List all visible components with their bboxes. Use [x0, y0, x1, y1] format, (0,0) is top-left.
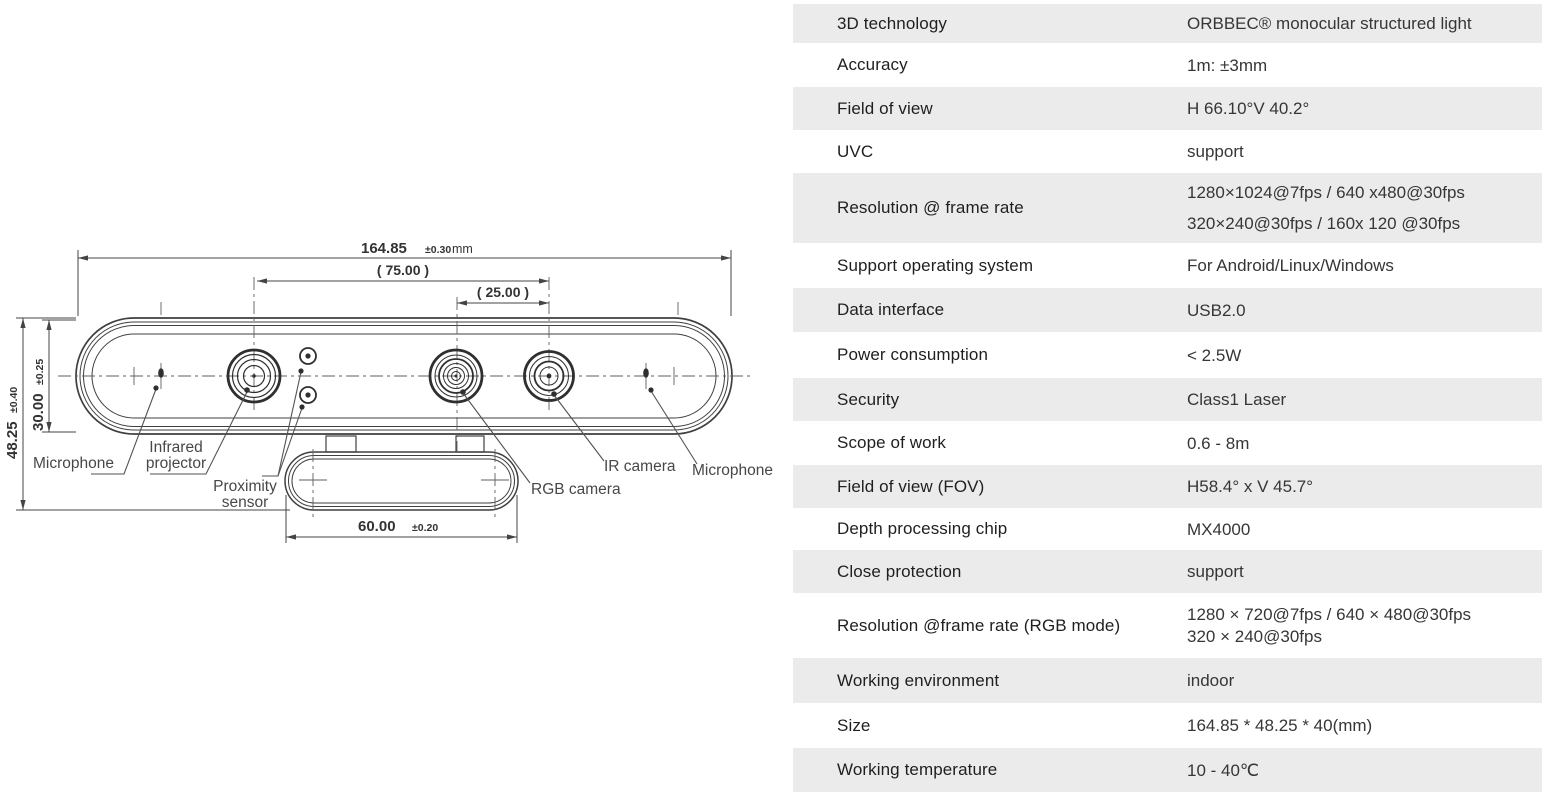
spec-label: Working temperature	[837, 760, 998, 779]
spec-value: < 2.5W	[1187, 345, 1242, 365]
label-infrared-projector-line2: projector	[145, 455, 207, 472]
label-infrared-projector-line1: Infrared	[149, 439, 203, 456]
spec-row	[793, 87, 1542, 130]
dim-overall-width: 164.85	[361, 240, 407, 257]
spec-value: 1280×1024@7fps / 640 x480@30fps 320×240@30fps / 160x 120 @30fps	[1187, 183, 1465, 233]
spec-label: Resolution @ frame rate	[837, 198, 1024, 217]
spec-row	[793, 4, 1542, 43]
spec-label: Scope of work	[837, 433, 947, 452]
spec-value: indoor	[1187, 671, 1235, 690]
spec-row	[793, 288, 1542, 332]
spec-label: Data interface	[837, 300, 945, 319]
dim-body-height	[30, 359, 47, 431]
spec-label: UVC	[837, 141, 874, 161]
spec-label: Working environment	[837, 670, 1000, 690]
spec-value: 0.6 - 8m	[1187, 433, 1250, 453]
spec-label: Close protection	[837, 561, 962, 581]
spec-row	[793, 43, 1542, 87]
label-ir-camera: IR camera	[604, 458, 676, 475]
spec-row	[793, 378, 1542, 421]
label-proximity-sensor-line1: Proximity	[213, 478, 277, 495]
spec-label: Security	[837, 389, 900, 409]
spec-row	[793, 550, 1542, 593]
spec-label: Size	[837, 715, 871, 735]
spec-value: H58.4° x V 45.7°	[1187, 477, 1314, 496]
spec-value: USB2.0	[1187, 300, 1246, 320]
spec-value: For Android/Linux/Windows	[1187, 256, 1394, 275]
label-rgb-camera: RGB camera	[531, 481, 621, 498]
label-microphone-left: Microphone	[33, 455, 114, 472]
dim-bracket-width: 60.00	[358, 518, 396, 535]
microphone-left-hole	[158, 368, 164, 378]
spec-value: support	[1187, 142, 1244, 161]
spec-label: Support operating system	[837, 255, 1034, 275]
label-proximity-sensor-line2: sensor	[221, 494, 269, 511]
bracket-tab-left	[326, 436, 356, 452]
dimension-arrowheads	[20, 255, 731, 539]
spec-value: 164.85 * 48.25 * 40(mm)	[1187, 716, 1373, 735]
spec-label: 3D technology	[837, 13, 947, 33]
spec-row	[793, 703, 1542, 748]
dimension-lines	[16, 250, 731, 543]
spec-row	[793, 332, 1542, 378]
spec-row	[793, 748, 1542, 792]
label-microphone-right: Microphone	[692, 462, 773, 479]
spec-row	[793, 465, 1542, 508]
device-body	[76, 318, 732, 510]
center-lines	[58, 277, 750, 517]
dim-span-75: ( 75.00 )	[376, 262, 430, 278]
svg-text:±0.40: ±0.40	[8, 386, 20, 413]
spec-label: Resolution @frame rate (RGB mode)	[837, 615, 1121, 635]
proximity-sensor-windows	[300, 348, 316, 403]
spec-row	[793, 243, 1542, 288]
spec-value: support	[1187, 562, 1244, 581]
spec-row	[793, 658, 1542, 703]
dim-bracket-width-tol: ±0.20	[412, 522, 439, 534]
spec-value: Class1 Laser	[1187, 390, 1287, 409]
svg-text:±0.25: ±0.25	[34, 358, 46, 385]
spec-value: ORBBEC® monocular structured light	[1187, 14, 1472, 33]
microphone-right-hole	[643, 368, 649, 378]
spec-row	[793, 508, 1542, 550]
spec-label: Power consumption	[837, 345, 988, 364]
dim-overall-width-unit: mm	[452, 242, 473, 256]
dim-total-height	[4, 387, 21, 459]
spec-value: H 66.10°V 40.2°	[1187, 99, 1310, 118]
spec-row	[793, 173, 1542, 243]
spec-label: Field of view (FOV)	[837, 476, 985, 496]
spec-row	[793, 593, 1542, 658]
spec-row	[793, 130, 1542, 173]
bracket-tab-right	[456, 436, 484, 452]
spec-label: Field of view	[837, 98, 933, 118]
center-ticks	[134, 302, 678, 480]
spec-value: 1280 × 720@7fps / 640 × 480@30fps 320 × 240@30fps	[1187, 604, 1472, 646]
spec-label: Accuracy	[837, 55, 908, 74]
spec-value: MX4000	[1187, 519, 1251, 539]
svg-text:48.25: 48.25	[4, 421, 21, 459]
spec-value: 10 - 40℃	[1187, 760, 1260, 780]
mount-bracket	[285, 452, 518, 510]
spec-table	[793, 4, 1542, 792]
dim-overall-width-tol: ±0.30	[425, 244, 452, 256]
dim-span-25: ( 25.00 )	[476, 284, 530, 300]
spec-value: 1m: ±3mm	[1187, 55, 1268, 75]
spec-label: Depth processing chip	[837, 519, 1008, 538]
svg-text:30.00: 30.00	[30, 393, 47, 431]
spec-row	[793, 421, 1542, 465]
